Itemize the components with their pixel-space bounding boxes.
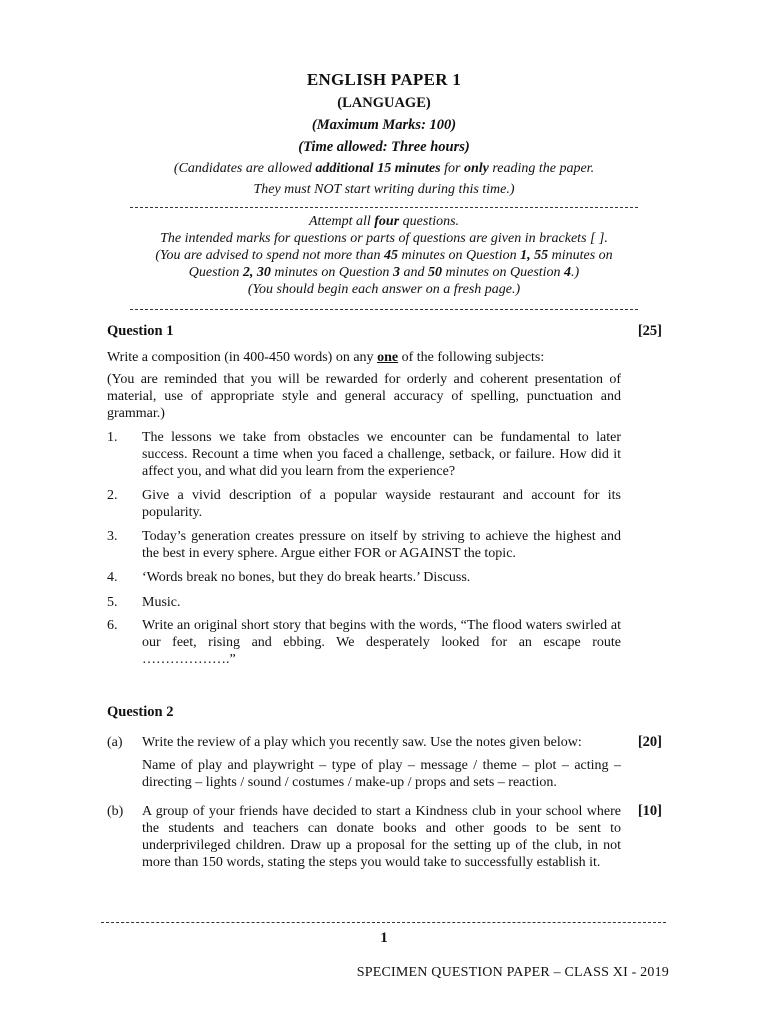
item-text: Give a vivid description of a popular wayside restaurant and account for its popularity. — [142, 488, 621, 520]
list-item — [107, 487, 621, 521]
instruction-text: minutes on — [548, 248, 613, 263]
list-item — [107, 594, 621, 611]
reading-time-note-line2: They must NOT start writing during this time.) — [253, 182, 515, 197]
item-text: Today’s generation creates pressure on itself by striving to achieve the highest and the best in every sphere. Argue either FOR or AGAINST the topic. — [142, 529, 621, 561]
reading-time-note-line1 — [0, 161, 768, 177]
list-item — [107, 617, 621, 668]
question1-marks: [25] — [637, 323, 662, 339]
instruction-line5: (You should begin each answer on a fresh page.) — [247, 282, 521, 297]
instruction-text: .) — [571, 265, 580, 280]
list-item — [107, 569, 621, 586]
instruction-text: and — [399, 265, 428, 280]
question2-part-a — [107, 734, 621, 751]
instruction-emphasis: 4 — [564, 265, 572, 280]
instruction-text: Question — [188, 265, 243, 280]
question2-part-b — [107, 803, 621, 871]
instruction-emphasis: 50 — [427, 265, 442, 280]
part-text: Write the review of a play which you recently saw. Use the notes given below: — [142, 735, 582, 750]
intro-text: Write a composition (in 400-450 words) on any — [107, 350, 378, 365]
item-number: 5. — [107, 595, 118, 610]
part-notes: Name of play and playwright – type of play – message / theme – plot – acting – directing – lights / sound / costumes / make-up / props and sets – reaction. — [142, 758, 621, 790]
instruction-text: minutes on Question — [441, 265, 565, 280]
item-number: 4. — [107, 570, 118, 585]
instruction-text: minutes on Question — [270, 265, 393, 280]
dashed-divider-bottom — [130, 309, 638, 310]
page-number: 1 — [380, 930, 388, 946]
instruction-line3 — [130, 248, 638, 265]
note-text: for — [440, 161, 464, 176]
item-text: Music. — [142, 595, 181, 610]
time-allowed: (Time allowed: Three hours) — [298, 139, 470, 155]
dashed-divider-footer — [101, 922, 666, 923]
instruction-text: Attempt all — [308, 214, 375, 229]
item-text: ‘Words break no bones, but they do break hearts.’ Discuss. — [142, 570, 471, 585]
instruction-line1 — [130, 214, 638, 231]
question2-part-a-notes — [107, 757, 621, 791]
question2-heading: Question 2 — [107, 704, 174, 720]
note-text: (Candidates are allowed — [173, 161, 316, 176]
question1-note: (You are reminded that you will be rewarded for orderly and coherent presentation of material, use of appropriate style and general accuracy of spelling, punctuation and grammar.) — [107, 372, 621, 421]
instruction-line2: The intended marks for questions or parts of questions are given in brackets [ ]. — [160, 231, 608, 246]
instruction-emphasis: 45 — [383, 248, 398, 263]
item-number: 6. — [107, 618, 118, 633]
note-emphasis: additional 15 minutes — [315, 161, 441, 176]
question1-intro — [107, 349, 621, 366]
note-text: reading the paper. — [488, 161, 595, 176]
question2-part-a-marks: [20] — [637, 734, 662, 750]
question1-heading: Question 1 — [107, 323, 174, 339]
instruction-text: questions. — [399, 214, 460, 229]
instruction-emphasis: 1, 55 — [520, 248, 549, 263]
instruction-emphasis: four — [374, 214, 400, 229]
paper-subtitle: (LANGUAGE) — [337, 95, 431, 111]
item-text: The lessons we take from obstacles we encounter can be fundamental to later success. Recount a time when you faced a challenge, setback, or failure. How did it affect you, and what did you learn from the experience? — [142, 430, 621, 479]
item-number: 2. — [107, 488, 118, 503]
instruction-text: (You are advised to spend not more than — [155, 248, 384, 263]
list-item — [107, 429, 621, 480]
instruction-emphasis: 2, 30 — [242, 265, 271, 280]
item-number: 1. — [107, 430, 118, 445]
part-text: A group of your friends have decided to start a Kindness club in your school where the students and teachers can donate books and other goods to be sent to underprivileged children. Draw up a proposal for the setting up of the club, in not more than 150 words, stating the steps you would take to successfully establish it. — [142, 804, 621, 870]
intro-emphasis: one — [377, 350, 399, 365]
intro-text: of the following subjects: — [398, 350, 545, 365]
part-label: (a) — [107, 735, 123, 750]
note-emphasis: only — [463, 161, 489, 176]
instruction-text: minutes on Question — [397, 248, 521, 263]
question2-part-b-marks: [10] — [637, 803, 662, 819]
instruction-line4 — [130, 265, 638, 282]
maximum-marks: (Maximum Marks: 100) — [311, 117, 457, 133]
instruction-emphasis: 3 — [392, 265, 400, 280]
footer-label: SPECIMEN QUESTION PAPER – CLASS XI - 2019 — [356, 965, 669, 980]
dashed-divider-top — [130, 207, 638, 208]
item-number: 3. — [107, 529, 118, 544]
part-label: (b) — [107, 804, 124, 819]
list-item — [107, 528, 621, 562]
paper-title: ENGLISH PAPER 1 — [306, 70, 462, 89]
item-text: Write an original short story that begins with the words, “The flood waters swirled at our feet, rising and ebbing. We desperately looked for an escape route ……………….” — [142, 618, 621, 667]
